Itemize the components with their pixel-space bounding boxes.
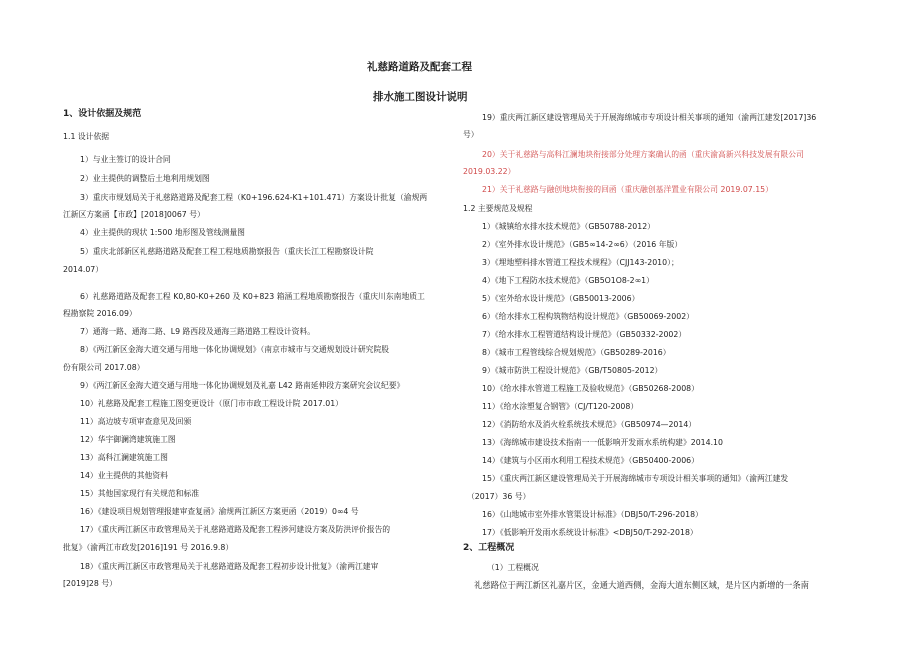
list-item: 1）与业主签订的设计合同	[80, 155, 171, 164]
list-item: 10）礼慈路及配套工程施工图变更设计（原门市市政工程设计院 2017.01）	[80, 399, 343, 408]
list-item: 17）《重庆两江新区市政管理局关于礼慈路道路及配套工程涉河建设方案及防洪评价报告的	[80, 525, 391, 534]
list-item: 批复》（渝两江市政发[2016]191 号 2016.9.8）	[63, 543, 234, 552]
list-item: 5）重庆北部新区礼慈路道路及配套工程工程地质勘察报告（重庆长江工程勘察设计院	[80, 247, 374, 256]
standard-item: （2017）36 号）	[467, 492, 531, 501]
list-item: 11）高边坡专项审查意见及回颁	[80, 417, 192, 426]
list-item: 7）通海一路、通海二路、L9 路西段及通海三路道路工程设计资料。	[80, 327, 316, 336]
standard-item: 14）《建筑与小区雨水利用工程技术规范》（GB50400-2006）	[482, 456, 699, 465]
subsection-heading: （1）工程概况	[487, 563, 539, 572]
standard-item: 12）《消防给水及消火栓系统技术规范》（GB50974—2014）	[482, 420, 697, 429]
list-item: 3）重庆市规划局关于礼慈路道路及配套工程（K0+196.624-K1+101.471）方案设计批复（渝规两	[80, 193, 428, 202]
standard-item: 7）《给水排水工程管道结构设计规范》（GB50332-2002）	[482, 330, 687, 339]
standard-item: 4）《地下工程防水技术规范》（GB5O1O8-2∞1）	[482, 276, 654, 285]
list-item: 18）《重庆两江新区市政管理局关于礼慈路道路及配套工程初步设计批复》（渝两江建审	[80, 562, 379, 571]
standard-item: 1）《城镇给水排水技术规范》（GB50788-2012）	[482, 222, 655, 231]
standard-item: 5）《室外给水设计规范》（GB50013-2006）	[482, 294, 640, 303]
list-item: 份有限公司 2017.08）	[63, 363, 145, 372]
list-item: 8）《两江新区金海大道交通与用地一体化协调规划》（南京市城市与交通规划设计研究院股	[80, 345, 390, 354]
standard-item: 15）《重庆两江新区建设管理局关于开展海绵城市专项设计相关事项的通知》（渝两江建发	[482, 474, 789, 483]
list-item: 6）礼慈路道路及配套工程 K0,80-K0+260 及 K0+823 箱涵工程地质勘察报告（重庆川东南地质工	[80, 292, 425, 301]
standard-item: 2）《室外排水设计规范》（GB5∞14-2∞6）（2016 年版）	[482, 240, 683, 249]
subsection-heading: 1.2 主要规范及规程	[463, 204, 533, 213]
list-item: 江新区方案函【市政】[2018]0067 号）	[63, 210, 205, 219]
list-item: 号）	[463, 130, 479, 139]
section-heading: 2、工程概况	[463, 543, 515, 553]
list-item-highlight: 20）关于礼慈路与高科江澜地块衔接部分处理方案确认的函（重庆渝高新兴科技发展有限公司	[482, 150, 804, 159]
section-heading: 1、设计依据及规范	[63, 109, 142, 119]
list-item: 14）业主提供的其他资料	[80, 471, 168, 480]
standard-item: 16）《山地城市室外排水管渠设计标准》（DBJ50/T-296-2018）	[482, 510, 703, 519]
subsection-heading: 1.1 设计依据	[63, 132, 110, 141]
standard-item: 6）《给水排水工程构筑物结构设计规范》（GB50069-2002）	[482, 312, 694, 321]
list-item: 12）华宇御澜湾建筑施工图	[80, 435, 176, 444]
list-item: 2014.07）	[63, 265, 104, 274]
list-item: 13）高科江澜建筑施工图	[80, 453, 168, 462]
standard-item: 8）《城市工程管线综合规划规范》（GB50289-2016）	[482, 348, 671, 357]
standard-item: 11）《给水涂塑复合钢管》（CJ/T120-2008）	[482, 402, 639, 411]
list-item-highlight: 21）关于礼慈路与融创地块衔接的回函（重庆融创基洋置业有限公司 2019.07.15）	[482, 185, 773, 194]
list-item: 15）其他国家现行有关规范和标准	[80, 489, 200, 498]
standard-item: 13）《海绵城市建设技术指南一一低影响开发雨水系统构建》2014.10	[482, 438, 723, 447]
project-title: 礼慈路道路及配套工程	[367, 61, 472, 73]
body-paragraph: 礼慈路位于两江新区礼嘉片区，金通大道西侧，金海大道东侧区域，是片区内新增的一条南	[474, 580, 809, 590]
list-item: 4）业主提供的现状 1:500 地形图及管线测量图	[80, 228, 245, 237]
list-item: [2019]28 号）	[63, 579, 117, 588]
list-item: 程勘察院 2016.09）	[63, 309, 137, 318]
doc-title: 排水施工图设计说明	[373, 91, 468, 103]
list-item: 16）《建设项目规划管理报建审查复函》渝规两江新区方案更函（2019）0∞4 号	[80, 507, 359, 516]
standard-item: 10）《给水排水管道工程施工及验收规范》（GB50268-2008）	[482, 384, 699, 393]
standard-item: 17）《低影响开发雨水系统设计标准》<DBJ50/T-292-2018）	[482, 528, 698, 537]
list-item: 19）重庆两江新区建设管理局关于开展海绵城市专项设计相关事项的通知（渝两江建发[2017]36	[482, 113, 817, 122]
list-item: 9）《两江新区金海大道交通与用地一体化协调规划及礼嘉 L42 路南延伸段方案研究会议纪要》	[80, 381, 405, 390]
list-item-highlight: 2019.03.22）	[463, 167, 516, 176]
list-item: 2）业主提供的调整后土地利用规划图	[80, 174, 210, 183]
standard-item: 9）《城市防洪工程设计规范》（GB/T50805-2012）	[482, 366, 663, 375]
standard-item: 3）《埋地塑料排水管道工程技术规程》（CJJ143-2010）；	[482, 258, 679, 267]
